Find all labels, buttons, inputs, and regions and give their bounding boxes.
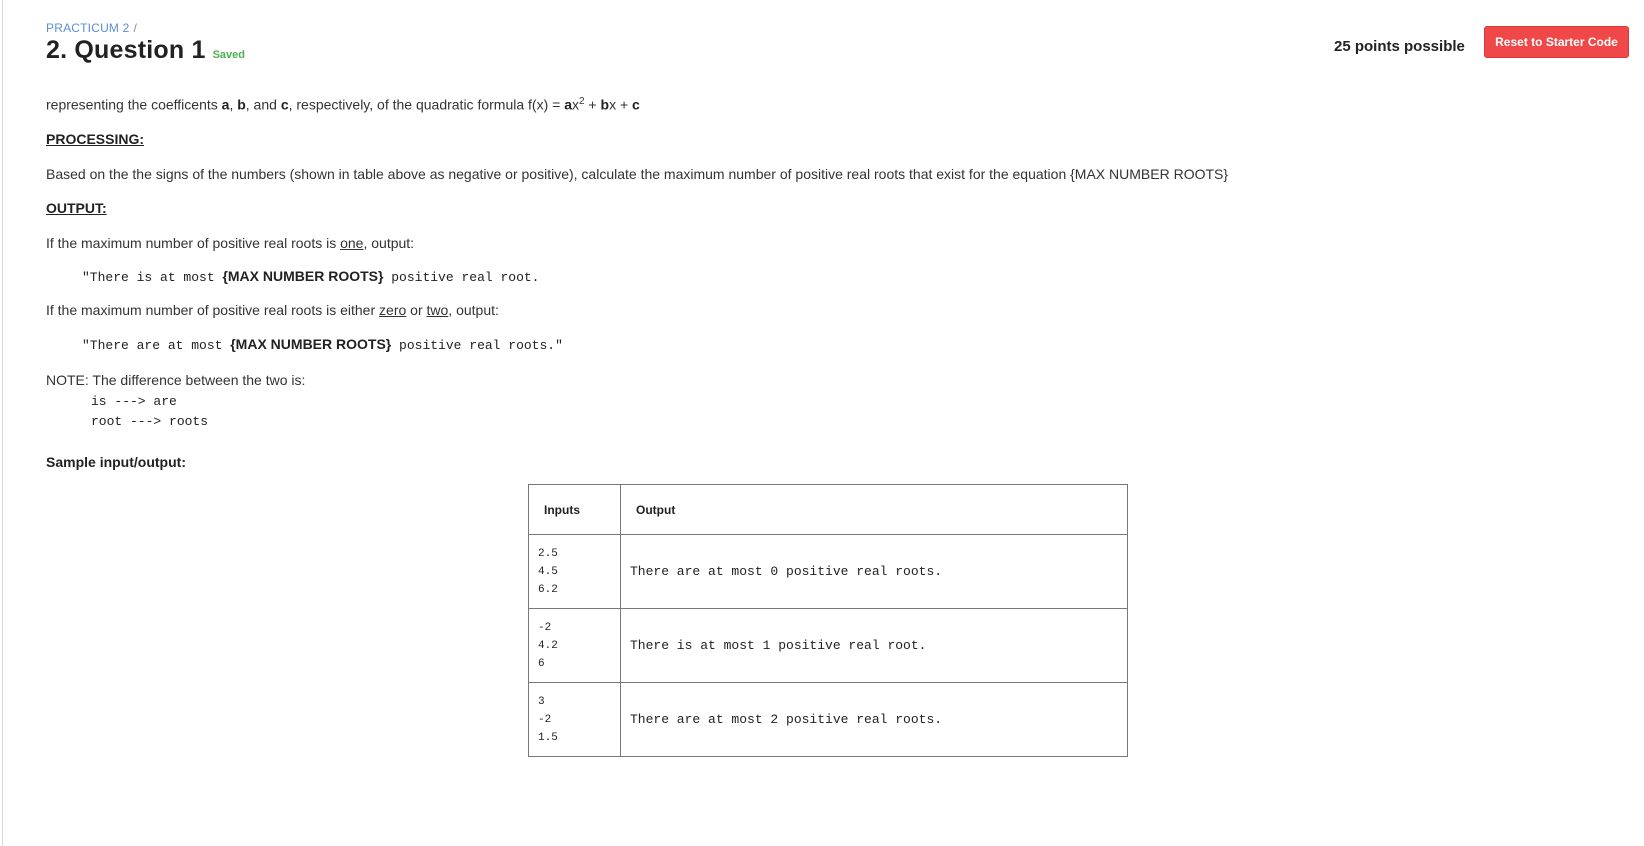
table-row bbox=[529, 535, 1128, 609]
max-roots-placeholder: {MAX NUMBER ROOTS} bbox=[230, 336, 392, 352]
question-title: 2. Question 1 bbox=[46, 36, 206, 64]
sample-table bbox=[528, 484, 1128, 757]
table-header-row bbox=[529, 485, 1128, 535]
instruction-text: If the maximum number of positive real roots is either bbox=[46, 302, 380, 318]
code-text: "There is at most bbox=[82, 270, 223, 285]
inputs-cell bbox=[529, 683, 621, 757]
code-text: positive real root. bbox=[383, 270, 540, 285]
reset-to-starter-code-button[interactable]: Reset to Starter Code bbox=[1484, 26, 1629, 58]
inputs-cell bbox=[529, 609, 621, 683]
intro-line bbox=[46, 96, 640, 113]
breadcrumb bbox=[46, 21, 137, 35]
processing-text: Based on the the signs of the numbers (shown in table above as negative or positive), calculate the maximum number of positive real roots that exist for the equation {MAX NUMBER ROOTS} bbox=[46, 166, 1229, 182]
coef-a: a bbox=[221, 96, 230, 113]
input-value: 6 bbox=[538, 657, 545, 670]
output-cell: There are at most 0 positive real roots. bbox=[621, 535, 1128, 609]
output-column-header: Output bbox=[621, 485, 1128, 535]
intro-sep: , and bbox=[245, 96, 281, 113]
coef-c: c bbox=[280, 96, 289, 113]
table-row bbox=[529, 683, 1128, 757]
instruction-text: , output: bbox=[363, 235, 415, 251]
input-value: 4.2 bbox=[538, 639, 558, 652]
formula-x-plus: x + bbox=[609, 96, 633, 113]
processing-heading: PROCESSING: bbox=[46, 131, 145, 147]
instruction-text: If the maximum number of positive real roots is bbox=[46, 235, 341, 251]
inputs-column-header: Inputs bbox=[529, 485, 621, 535]
output-one-code bbox=[82, 268, 539, 285]
code-text: positive real roots." bbox=[391, 338, 563, 353]
formula-x: x bbox=[571, 96, 579, 113]
output-many-code bbox=[82, 336, 563, 353]
intro-sep: , bbox=[229, 96, 238, 113]
code-text: "There are at most bbox=[82, 338, 231, 353]
two-word: two bbox=[426, 302, 449, 318]
sample-heading: Sample input/output: bbox=[46, 454, 186, 470]
breadcrumb-practicum-link[interactable]: PRACTICUM 2 bbox=[46, 21, 130, 35]
inputs-cell bbox=[529, 535, 621, 609]
input-value: 6.2 bbox=[538, 583, 558, 596]
coef-b: b bbox=[237, 96, 246, 113]
intro-text: , respectively, of the quadratic formula f(x) = bbox=[288, 96, 565, 113]
input-value: -2 bbox=[538, 713, 552, 726]
note-line-1: is ---> are bbox=[91, 394, 177, 409]
formula-plus: + bbox=[584, 96, 601, 113]
note-text: NOTE: The difference between the two is: bbox=[46, 372, 306, 388]
output-cell: There is at most 1 positive real root. bbox=[621, 609, 1128, 683]
output-heading: OUTPUT: bbox=[46, 200, 107, 216]
max-roots-placeholder: {MAX NUMBER ROOTS} bbox=[222, 268, 384, 284]
input-value: 1.5 bbox=[538, 731, 558, 744]
output-cell: There are at most 2 positive real roots. bbox=[621, 683, 1128, 757]
formula-c: c bbox=[632, 96, 640, 113]
formula-b: b bbox=[600, 96, 610, 113]
left-border bbox=[2, 0, 3, 846]
output-many-instruction bbox=[46, 302, 499, 318]
title-row bbox=[46, 36, 245, 65]
output-one-instruction bbox=[46, 235, 414, 251]
saved-status: Saved bbox=[212, 49, 246, 61]
breadcrumb-separator: / bbox=[133, 21, 138, 35]
formula-exponent: 2 bbox=[578, 96, 585, 107]
note-line-2: root ---> roots bbox=[91, 414, 209, 429]
input-value: 4.5 bbox=[538, 565, 558, 578]
table-row bbox=[529, 609, 1128, 683]
question-page bbox=[46, 0, 1644, 846]
input-value: -2 bbox=[538, 621, 552, 634]
instruction-text: , output: bbox=[448, 302, 499, 318]
one-word: one bbox=[340, 235, 364, 251]
input-value: 3 bbox=[538, 695, 545, 708]
input-value: 2.5 bbox=[538, 547, 558, 560]
instruction-text: or bbox=[406, 302, 427, 318]
formula-a: a bbox=[564, 96, 572, 113]
zero-word: zero bbox=[379, 302, 407, 318]
points-possible: 25 points possible bbox=[1334, 38, 1465, 55]
intro-text: representing the coefficents bbox=[46, 96, 222, 113]
